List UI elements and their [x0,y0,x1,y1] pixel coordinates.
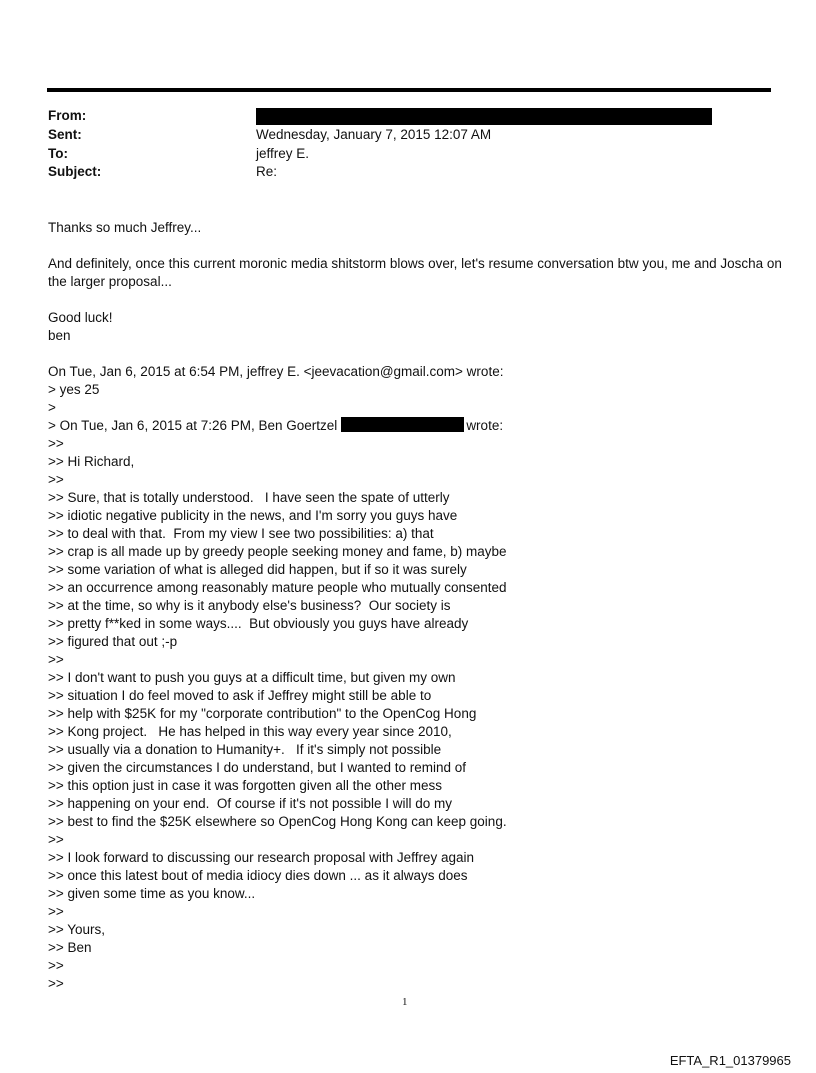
quoted-line: >> Hi Richard, [48,454,135,469]
page-number: 1 [402,996,408,1008]
quoted-line: >> help with $25K for my "corporate contribution" to the OpenCog Hong [48,706,477,721]
quote-line: > yes 25 [48,382,100,397]
quoted-line: >> Ben [48,940,92,955]
quoted-line: >> usually via a donation to Humanity+. If it's simply not possible [48,742,442,757]
to-value: jeffrey E. [256,146,310,161]
body-line: Good luck! [48,310,113,325]
from-label: From: [48,108,87,123]
signature: ben [48,328,71,343]
email-redaction [341,417,464,432]
quoted-line: >> some variation of what is alleged did happen, but if so it was surely [48,562,467,577]
attribution-text: > On Tue, Jan 6, 2015 at 7:26 PM, Ben Goertzel [48,418,338,433]
quoted-line: >> [48,832,64,847]
from-redaction [256,108,712,125]
quoted-line: >> idiotic negative publicity in the news, and I'm sorry you guys have [48,508,458,523]
quoted-line: >> figured that out ;-p [48,634,178,649]
quoted-line: >> I don't want to push you guys at a difficult time, but given my own [48,670,456,685]
subject-value: Re: [256,164,278,179]
quoted-line: >> to deal with that. From my view I see two possibilities: a) that [48,526,434,541]
quoted-line: >> given some time as you know... [48,886,256,901]
quote-line: > [48,400,56,415]
quoted-line: >> [48,652,64,667]
quoted-line: >> Yours, [48,922,106,937]
subject-label: Subject: [48,164,102,179]
quoted-line: >> [48,904,64,919]
quoted-line: >> this option just in case it was forgotten given all the other mess [48,778,442,793]
nested-quote-attribution [48,417,788,435]
body-line: Thanks so much Jeffrey... [48,220,202,235]
quoted-line: >> given the circumstances I do understand, but I wanted to remind of [48,760,466,775]
quoted-line: >> crap is all made up by greedy people seeking money and fame, b) maybe [48,544,507,559]
quoted-line: >> Sure, that is totally understood. I have seen the spate of utterly [48,490,450,505]
quoted-line: >> once this latest bout of media idiocy dies down ... as it always does [48,868,468,883]
quoted-line: >> I look forward to discussing our research proposal with Jeffrey again [48,850,474,865]
email-body [48,219,788,993]
quoted-line: >> [48,472,64,487]
quote-attribution: On Tue, Jan 6, 2015 at 6:54 PM, jeffrey E. <jeevacation@gmail.com> wrote: [48,364,504,379]
quoted-line: >> Kong project. He has helped in this way every year since 2010, [48,724,452,739]
sent-value: Wednesday, January 7, 2015 12:07 AM [256,127,492,142]
attribution-wrote: wrote: [466,418,504,433]
bates-number: EFTA_R1_01379965 [669,1053,791,1068]
to-label: To: [48,146,68,161]
quoted-line: >> an occurrence among reasonably mature people who mutually consented [48,580,507,595]
quoted-line: >> best to find the $25K elsewhere so OpenCog Hong Kong can keep going. [48,814,507,829]
quoted-line: >> at the time, so why is it anybody else's business? Our society is [48,598,451,613]
quoted-line: >> happening on your end. Of course if it's not possible I will do my [48,796,453,811]
body-paragraph: And definitely, once this current moronic media shitstorm blows over, let's resume conversation btw you, me and Joscha on the larger proposal... [48,256,782,289]
quoted-line: >> [48,976,64,991]
quoted-line: >> pretty f**ked in some ways.... But obviously you guys have already [48,616,469,631]
quoted-line: >> situation I do feel moved to ask if Jeffrey might still be able to [48,688,432,703]
quoted-line: >> [48,958,64,973]
quoted-message [48,435,788,993]
quoted-line: >> [48,436,64,451]
sent-label: Sent: [48,127,82,142]
header-rule [47,88,771,92]
